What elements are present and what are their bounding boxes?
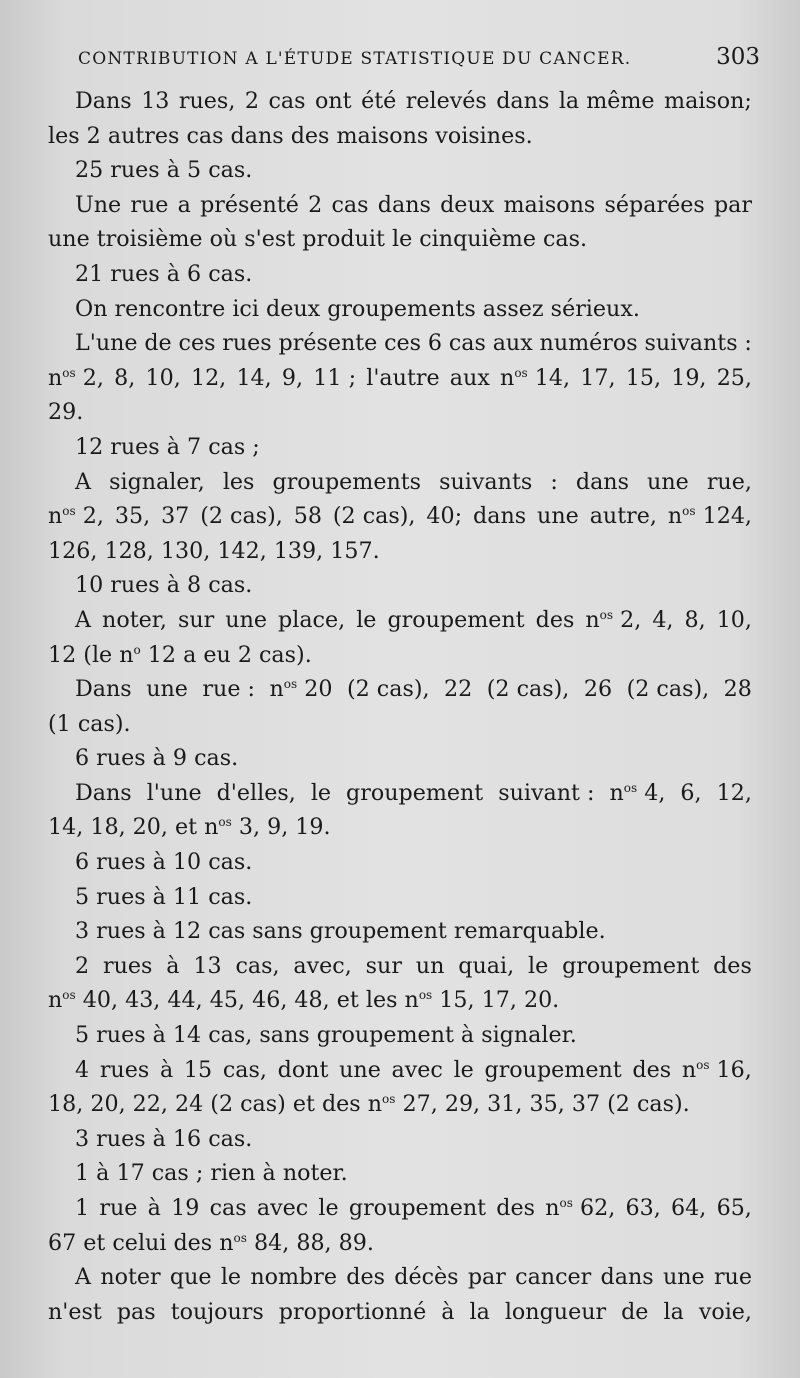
- word: le: [220, 1264, 242, 1291]
- word: cas: [268, 88, 306, 114]
- text-line: [48, 776, 752, 811]
- word: décès: [394, 1264, 459, 1291]
- text-line: [48, 707, 752, 742]
- word: 29.: [48, 399, 84, 426]
- word: dans: [600, 1264, 654, 1291]
- word: A: [75, 468, 92, 495]
- word: 1 à 17 cas ; rien à noter.: [75, 1160, 348, 1187]
- word: 35,: [114, 503, 151, 530]
- word: maisons: [503, 191, 596, 218]
- word: rues,: [178, 88, 236, 114]
- word: 8,: [114, 364, 136, 391]
- word: cas,: [235, 952, 280, 979]
- text-line: [48, 880, 752, 915]
- word: 21 rues à 6 cas.: [75, 260, 253, 287]
- word: $n^{os}$ 4,: [609, 779, 666, 806]
- word: cas: [209, 1195, 247, 1221]
- word: une: [647, 468, 689, 495]
- word: par: [713, 191, 752, 218]
- text-line: [48, 1226, 752, 1261]
- word: le: [356, 606, 377, 633]
- word: cas: [448, 330, 486, 357]
- word: pas: [116, 1298, 156, 1325]
- word: sur: [365, 952, 402, 979]
- word: des: [632, 1056, 672, 1083]
- word: 2: [75, 952, 90, 979]
- word: n'est: [48, 1298, 102, 1325]
- word: Dans: [75, 88, 132, 114]
- word: 6 rues à 9 cas.: [75, 745, 239, 772]
- word: sur: [177, 606, 215, 633]
- word: Dans: [75, 676, 132, 703]
- word: ont: [315, 88, 352, 114]
- text-line: [48, 603, 752, 638]
- word: groupement: [346, 779, 484, 806]
- word: suivants: [644, 330, 738, 357]
- page-number: 303: [716, 44, 760, 70]
- word: 58: [293, 503, 322, 530]
- word: une: [146, 676, 188, 703]
- text-line: [48, 638, 752, 673]
- word: autre,: [589, 503, 657, 530]
- word: longueur: [504, 1298, 607, 1325]
- word: :: [744, 330, 752, 357]
- word: que: [169, 1264, 212, 1291]
- word: 12,: [190, 364, 227, 391]
- word: groupement: [484, 1056, 622, 1083]
- text-line: [48, 1053, 752, 1088]
- word: 8,: [684, 606, 706, 633]
- word: une: [225, 606, 268, 633]
- word: la: [663, 1298, 684, 1325]
- word: noter,: [102, 606, 167, 633]
- word: a: [177, 191, 191, 218]
- word: $n^{os}$ 62,: [545, 1195, 616, 1221]
- text-line: [48, 326, 752, 361]
- word: la même: [558, 88, 655, 114]
- word: 1: [75, 1195, 90, 1221]
- word: de: [144, 330, 172, 357]
- word: avec,: [293, 952, 352, 979]
- word: l'autre: [366, 364, 440, 391]
- word: avec: [391, 1056, 443, 1083]
- word: nombre: [250, 1264, 337, 1291]
- word: le: [453, 1056, 474, 1083]
- text-line: [48, 983, 752, 1018]
- word: suivant :: [498, 779, 595, 806]
- word: une: [339, 1056, 381, 1083]
- page-header: [78, 44, 760, 70]
- body-text: [48, 84, 752, 1329]
- word: rue :: [202, 676, 255, 703]
- word: rues: [222, 330, 272, 357]
- text-line: [48, 1122, 752, 1157]
- word: rues: [99, 1056, 150, 1083]
- word: été: [361, 88, 397, 114]
- word: groupement: [348, 1195, 487, 1221]
- word: rue: [99, 1195, 138, 1221]
- word: (2 cas),: [346, 676, 430, 703]
- word: 18, 20, 22, 24 (2 cas) et des $n^{os}$ 27, 29, 31, 35, 37 (2 cas).: [48, 1091, 690, 1118]
- word: 4,: [652, 606, 674, 633]
- text-line: [48, 1191, 752, 1226]
- word: de: [621, 1298, 649, 1325]
- word: 37: [161, 503, 190, 530]
- word: 14, 18, 20, et $n^{os}$ 3, 9, 19.: [48, 814, 331, 841]
- word: aux: [492, 330, 533, 357]
- word: A: [75, 606, 92, 633]
- word: aux: [449, 364, 490, 391]
- word: dans: [496, 88, 550, 114]
- word: 15,: [625, 364, 662, 391]
- word: à: [159, 1056, 174, 1083]
- word: $n^{os}$ 14,: [500, 364, 571, 391]
- word: $n^{os}$ 2,: [48, 503, 104, 530]
- word: rues: [102, 952, 153, 979]
- word: 13: [141, 88, 170, 114]
- word: 19: [171, 1195, 200, 1221]
- word: 63,: [625, 1195, 661, 1221]
- word: 11 ;: [313, 364, 357, 391]
- word: groupements: [272, 468, 422, 495]
- word: numéros: [539, 330, 638, 357]
- text-line: [48, 292, 752, 327]
- word: 2: [308, 191, 323, 218]
- word: 3 rues à 12 cas sans groupement remarquable.: [75, 918, 606, 945]
- text-line: [48, 361, 752, 396]
- word: 19,: [671, 364, 707, 391]
- word: maison;: [664, 88, 752, 114]
- word: 10,: [716, 606, 752, 633]
- text-line: [48, 465, 752, 500]
- text-line: [48, 188, 752, 223]
- text-line: [48, 430, 752, 465]
- word: $n^{os}$ 2,: [585, 606, 642, 633]
- word: les 2 autres cas dans des maisons voisines.: [48, 122, 533, 149]
- text-line: [48, 672, 752, 707]
- text-line: [48, 257, 752, 292]
- word: groupement: [387, 606, 525, 633]
- word: 3 rues à 16 cas.: [75, 1125, 253, 1152]
- word: groupement: [562, 952, 700, 979]
- text-line: [48, 1087, 752, 1122]
- word: présenté: [200, 191, 299, 218]
- word: On rencontre ici deux groupements assez sérieux.: [75, 295, 640, 322]
- running-title: CONTRIBUTION A L'ÉTUDE STATISTIQUE DU CANCER.: [78, 49, 632, 69]
- word: 6,: [680, 779, 702, 806]
- word: quai,: [458, 952, 515, 979]
- word: une: [537, 503, 579, 530]
- word: séparées: [604, 191, 705, 218]
- word: 14,: [236, 364, 272, 391]
- text-line: [48, 845, 752, 880]
- word: (2 cas),: [486, 676, 570, 703]
- word: $n^{os}$ 16,: [681, 1056, 752, 1083]
- word: des: [346, 1264, 385, 1291]
- word: relevés: [405, 88, 487, 114]
- word: dans: [473, 503, 527, 530]
- text-line: [48, 949, 752, 984]
- word: une: [662, 1264, 705, 1291]
- word: 4: [75, 1056, 90, 1083]
- word: 15: [183, 1056, 213, 1083]
- word: (1 cas).: [48, 710, 131, 737]
- word: 2: [244, 88, 259, 114]
- word: (2 cas),: [626, 676, 710, 703]
- text-line: [48, 222, 752, 257]
- word: d'elles,: [216, 779, 296, 806]
- word: rue: [713, 1264, 752, 1291]
- word: $n^{os}$ 124,: [667, 503, 752, 530]
- word: 12 (le $n^o$ 12 a eu 2 cas).: [48, 641, 312, 668]
- word: cancer: [515, 1264, 592, 1291]
- word: le: [318, 1195, 339, 1221]
- word: à: [166, 952, 180, 979]
- word: le: [527, 952, 549, 979]
- word: toujours: [170, 1298, 264, 1325]
- word: des: [496, 1195, 536, 1221]
- word: présente: [278, 330, 378, 357]
- word: $n^{os}$ 40, 43, 44, 45, 46, 48, et les $n^{os}$ 15, 17, 20.: [48, 987, 560, 1014]
- word: 67 et celui des $n^{os}$ 84, 88, 89.: [48, 1229, 374, 1256]
- text-line: [48, 1018, 752, 1053]
- word: rue,: [706, 468, 752, 495]
- word: 26: [583, 676, 613, 703]
- text-line: [48, 810, 752, 845]
- word: 10,: [145, 364, 181, 391]
- word: les: [222, 468, 255, 495]
- word: 13: [193, 952, 222, 979]
- word: une troisième où s'est produit le cinquième cas.: [48, 226, 588, 253]
- text-line: [48, 741, 752, 776]
- word: 40;: [426, 503, 463, 530]
- word: 12 rues à 7 cas ;: [75, 433, 260, 460]
- text-line: [48, 568, 752, 603]
- word: dans: [377, 191, 431, 218]
- word: ces: [178, 330, 216, 357]
- word: avec: [256, 1195, 309, 1221]
- word: 5 rues à 14 cas, sans groupement à signaler.: [75, 1022, 577, 1049]
- word: proportionné: [278, 1298, 427, 1325]
- text-line: [48, 914, 752, 949]
- word: des: [535, 606, 575, 633]
- word: à: [147, 1195, 161, 1221]
- word: 9,: [281, 364, 304, 391]
- text-line: [48, 153, 752, 188]
- word: 6 rues à 10 cas.: [75, 849, 253, 876]
- text-line: [48, 395, 752, 430]
- word: (2 cas),: [200, 503, 283, 530]
- word: 126, 128, 130, 142, 139, 157.: [48, 537, 380, 564]
- word: 25 rues à 5 cas.: [75, 157, 253, 184]
- text-line: [48, 1295, 752, 1330]
- word: place,: [278, 606, 346, 633]
- word: deux: [440, 191, 495, 218]
- word: suivants: [439, 468, 533, 495]
- word: signaler,: [109, 468, 205, 495]
- text-line: [48, 119, 752, 154]
- word: 25,: [716, 364, 752, 391]
- word: :: [550, 468, 558, 495]
- word: L'une: [75, 330, 138, 357]
- word: un: [415, 952, 445, 979]
- word: $n^{os}$ 2,: [48, 364, 104, 391]
- word: (2 cas),: [332, 503, 416, 530]
- word: A: [75, 1264, 92, 1291]
- word: 28: [723, 676, 752, 703]
- word: Une: [75, 191, 122, 218]
- word: dont: [277, 1056, 329, 1083]
- word: la: [469, 1298, 490, 1325]
- word: ces: [384, 330, 422, 357]
- word: à: [441, 1298, 455, 1325]
- word: dans: [575, 468, 629, 495]
- word: l'une: [146, 779, 202, 806]
- word: voie,: [698, 1298, 752, 1325]
- word: noter: [100, 1264, 161, 1291]
- word: 65,: [716, 1195, 752, 1221]
- text-line: [48, 534, 752, 569]
- text-line: [48, 1156, 752, 1191]
- word: 64,: [671, 1195, 707, 1221]
- word: 5 rues à 11 cas.: [75, 883, 253, 910]
- text-line: [48, 499, 752, 534]
- word: le: [310, 779, 332, 806]
- word: 10 rues à 8 cas.: [75, 572, 253, 599]
- word: des: [713, 952, 752, 979]
- word: cas: [331, 191, 369, 218]
- word: par: [467, 1264, 506, 1291]
- text-line: [48, 84, 752, 119]
- word: 22: [444, 676, 473, 703]
- word: cas,: [222, 1056, 267, 1083]
- word: rue: [130, 191, 169, 218]
- word: Dans: [75, 779, 132, 806]
- word: $n^{os}$ 20: [269, 676, 333, 703]
- word: 12,: [716, 779, 752, 806]
- word: 17,: [580, 364, 616, 391]
- text-line: [48, 1260, 752, 1295]
- word: 6: [427, 330, 443, 357]
